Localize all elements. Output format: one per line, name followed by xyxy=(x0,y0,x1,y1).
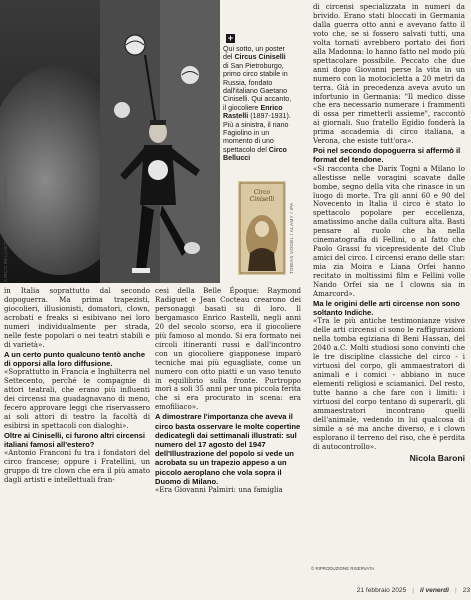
caption-bold-2: Enrico Rastelli xyxy=(223,103,283,121)
caption-text-3: (1897-1931). Più a sinistra, il nano Fagiolino in un momento di uno spettacolo del xyxy=(223,112,291,154)
copyright-notice: © RIPRODUZIONE RISERVATA xyxy=(311,566,375,571)
article-column-2 xyxy=(155,287,301,495)
page-footer xyxy=(300,584,470,596)
footer-date: 21 febbraio 2025 xyxy=(356,586,407,594)
col3-paragraph-1: di circensi specializzata in numeri da brivido. Erano stati bloccati in Germania dalla guerra otto anni e avevano fatto il voto che, se si fossero salvati tutti, una volta tornati avrebbero portato dei fiori alla Madonna: lo hanno fatto nel modo più spettacolare possibile. Peccato che due anni dopo Giovanni perse la vita in un numero con la motocicletta a 20 metri da terra. Già in precedenza aveva avuto un infortunio in Germania: "Il medico disse che era necessario numerare i frammenti di ossa per rimetterli assieme", raccontò ai giornali. Suo fratello Egidio fonderà la prima accademia di circo italiana, a Verona, che esiste tutt'ora». xyxy=(313,2,465,146)
poster-title: Circo Ciniselli xyxy=(249,189,275,203)
poster-credit: TOBIAS VOGEL / ALAMY / IPA xyxy=(289,202,294,274)
article-column-1 xyxy=(4,287,150,485)
photo-credit-left: CIRCO BELLUCCI - PH. MIKE PALAZZOTTO xyxy=(3,177,8,282)
col2-question-1: A dimostrare l'importanza che aveva il circo basta osservare le molte copertine dedicategli dai settimanali illustrati: sul numero del 17 agosto del 1947 dell'Illustrazione del popolo si vede un acrobata su un trapezio appeso a un piccolo aeroplano che vola sopra il Duomo di Milano. xyxy=(155,412,301,486)
caption-bold-1: Circus Ciniselli xyxy=(234,53,286,62)
col3-question-1: Poi nel secondo dopoguerra si affermò il format del tendone. xyxy=(313,146,461,165)
footer-separator: | xyxy=(412,586,414,594)
footer-separator-2: | xyxy=(454,586,457,594)
photo-caption xyxy=(223,45,292,163)
poster-ciniselli xyxy=(238,181,286,275)
col2-paragraph-1: cesi della Belle Époque: Raymond Radiguet e Jean Cocteau crearono dei personaggi basati su di loro. Il bergamasco Enrico Rastelli, negli anni 20 del secolo scorso, era il giocoliere più famoso al mondo. Si era formato nei circoli itineranti russi e dall'incontro con un giocoliere giapponese imparò tecniche mai più eguagliate, come un numero con otto piatti e un vaso tenuto in equilibrio sulla fronte. Purtroppo morì a soli 35 anni per una piccola ferita che si era procurato in scena: era emofiliaco». xyxy=(155,286,301,412)
page-number: 23 xyxy=(462,586,470,594)
article-column-3 xyxy=(313,3,465,463)
col1-question-2: Oltre ai Ciniselli, ci furono altri circensi italiani famosi all'estero? xyxy=(4,430,145,449)
caption-text-1: Qui sotto, un poster del xyxy=(223,45,285,62)
col3-paragraph-2: «Si racconta che Darix Togni a Milano lo allestisse nelle voragini scavate dalle bombe, segno della vita che rinasce in un luogo di morte. Tra gli anni 60 e 90 del Novecento in Italia il circo è stato lo spettacolo popolare per eccellenza, amatissimo anche dalla cultura alta. Basti pensare al ruolo che ha nella cinematografia di Fellini, o al fatto che Paolo Grassi fu vicepresidente del Club amici del circo. I circensi erano delle star: mia zia Moira e Liana Orfei hanno recitato in moltissimi film e Fellini volle Nando Orfei sia ne I clowns sia in Amarcord». xyxy=(313,163,465,298)
col2-paragraph-2: «Era Giovanni Palmiri: una famiglia xyxy=(155,484,283,494)
plus-icon: + xyxy=(227,33,234,43)
photo-juggler xyxy=(100,0,220,283)
col3-question-2: Ma le origini delle arti circense non sono soltanto Indiche. xyxy=(313,298,460,318)
footer-brand: il venerdì xyxy=(419,586,449,594)
col1-paragraph-2: «Soprattutto in Francia e Inghilterra nel Settecento, perché le compagnie di attori teatrali, che erano più influenti dei circensi ma guadagnavano di meno, fecero approvare leggi che riservassero ai soli attori di teatro la facoltà di esibirsi in spettacoli con dialoghi». xyxy=(4,367,150,430)
photo-juggler-image xyxy=(100,0,220,283)
caption-bold-3: Circo Bellucci xyxy=(223,145,287,163)
photo-credit-right: ULLSTEIN BILD VIA GETTY IMAGES xyxy=(216,163,221,250)
author-signature: Nicola Baroni xyxy=(409,452,465,463)
col1-paragraph-3: «Antonio Franconi fu tra i fondatori del circo francese; oppure i Fratellini, un gruppo di tre clown che era il più amato dagli artisti e intellettuali fran- xyxy=(4,448,150,485)
col1-paragraph-1: in Italia soprattutto dal secondo dopoguerra. Ma prima trapezisti, giocolieri, illusionisti, domatori, clown, acrobati e freaks si esibivano nei loro numeri individualmente per strada, nelle feste popolari o nei teatri stabili e di varietà». xyxy=(4,286,150,349)
col3-paragraph-3: «Tra le più antiche testimonianze visive delle arti circensi ci sono le raffigurazioni nella tomba egiziana di Beni Hassan, del 2040 a.C. Molti studiosi sono convinti che le tre discipline classiche del circo - i virtuosi del corpo, gli ammaestratori di animali e i comici - abbiano in nuce elementi religiosi e sciamanici. Del resto, tutte hanno a che fare con i limiti: i virtuosi del corpo tentano di superarli, gli ammaestratori incontrano quelli dell'animale, vedendo in lui qualcosa di simile a sé ma anche diverso, e i clown esplorano il terreno del riso, che è perdita di autocontrollo». xyxy=(313,316,465,451)
caption-text-2: di San Pietroburgo, primo circo stabile in Russia, fondato dall'italiano Gaetano Ciniselli. Qui accanto, il giocoliere xyxy=(223,61,292,112)
col1-question-1: A un certo punto qualcuno tentò anche di opporsi alla loro diffusione. xyxy=(4,349,146,368)
